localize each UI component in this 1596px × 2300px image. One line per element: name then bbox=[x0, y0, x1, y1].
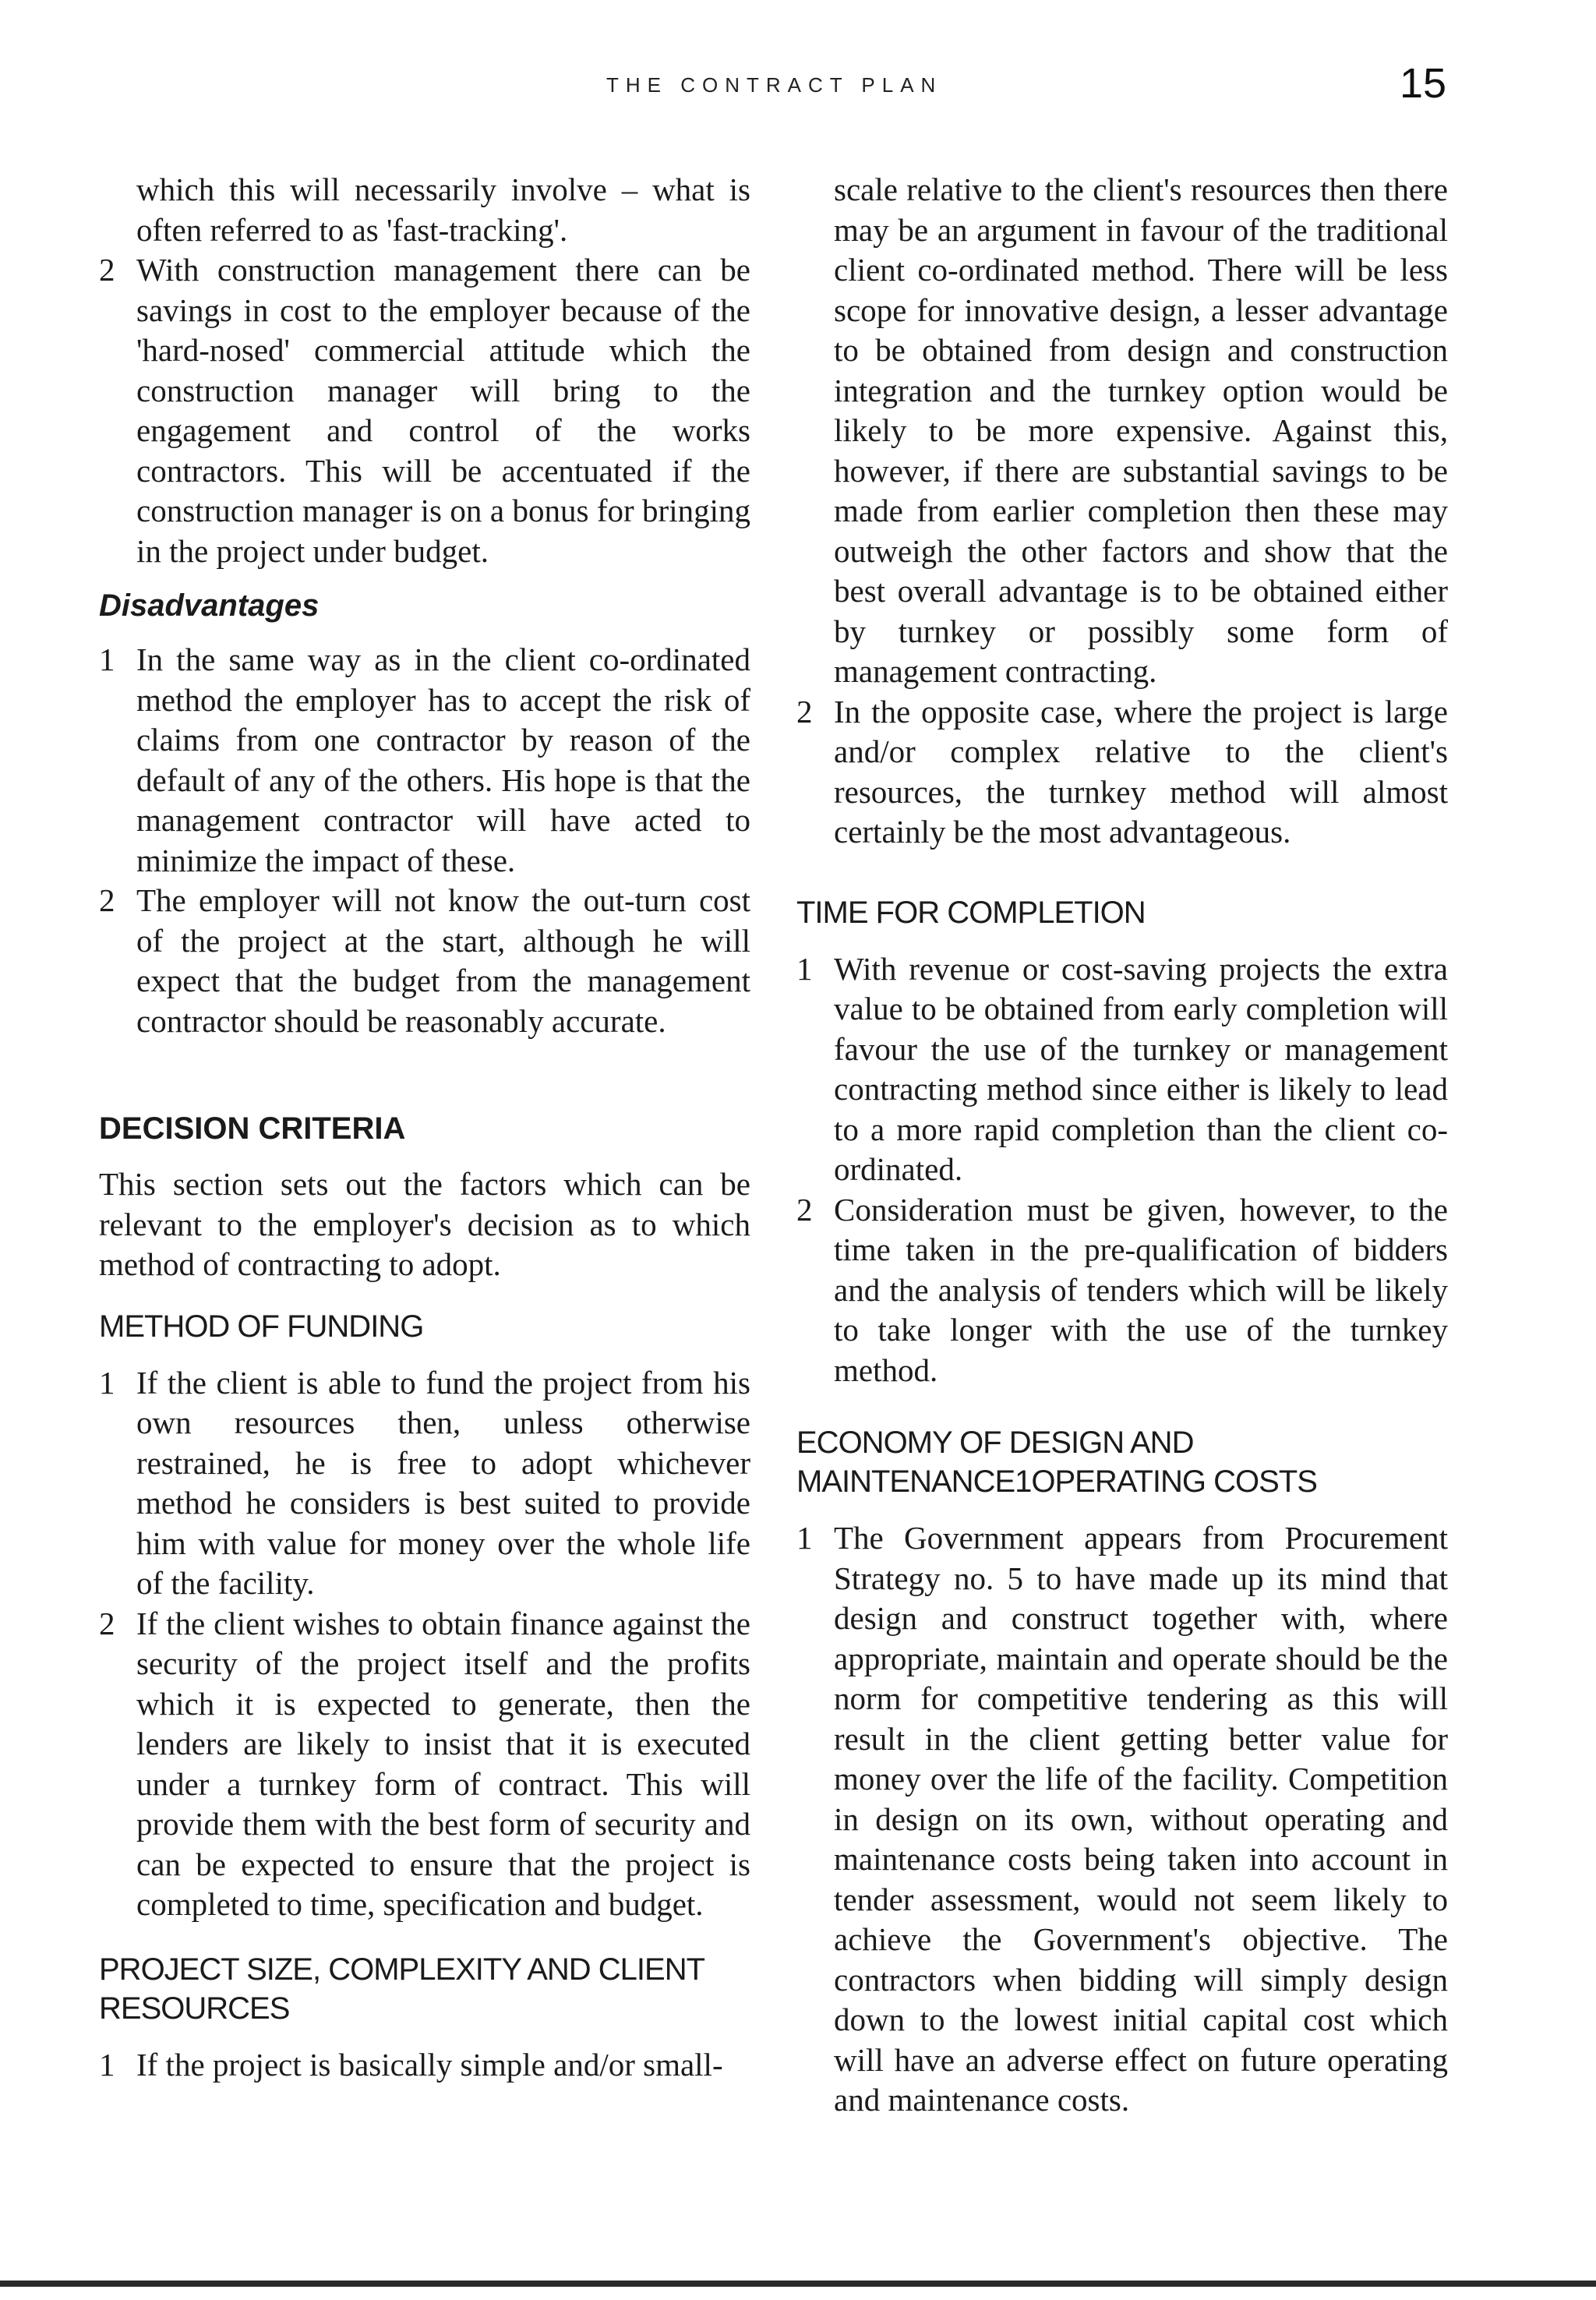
list-item bbox=[99, 1604, 750, 1925]
page-header bbox=[0, 59, 1596, 114]
page-number: 15 bbox=[1400, 60, 1447, 107]
left-column bbox=[99, 170, 750, 2085]
list-text: With revenue or cost-saving projects the extra value to be obtained from early completion will favour the use of the turnkey or management contracting method since either is likely to lead to a more rapid completion than the client co-ordinated. bbox=[834, 950, 1448, 1187]
list-text: With construction management there can be savings in cost to the employer because of the 'hard-nosed' commercial attitude which the construction manager will bring to the engagement and control of the works contractors. This will be accentuated if the construction manager is on a bonus for bringing in the project under budget. bbox=[136, 252, 750, 569]
list-text: If the project is basically simple and/or small- bbox=[136, 2046, 723, 2083]
list-number: 2 bbox=[99, 1605, 115, 1641]
economy-heading-line2: MAINTENANCE1OPERATING COSTS bbox=[796, 1464, 1317, 1499]
decision-intro: This section sets out the factors which can be relevant to the employer's decision as to which method of contracting to adopt. bbox=[99, 1166, 750, 1282]
list-item bbox=[99, 881, 750, 1041]
economy-heading bbox=[796, 1423, 1448, 1501]
list-item bbox=[99, 2045, 750, 2086]
continued-paragraph: which this will necessarily involve – what is often referred to as 'fast-tracking'. bbox=[136, 171, 750, 248]
list-text: Consideration must be given, however, to the time taken in the pre-qualification of bidders and the analysis of tenders which will be likely to take longer with the use of the turnkey method. bbox=[834, 1191, 1448, 1388]
list-item bbox=[99, 1363, 750, 1604]
method-of-funding-heading: METHOD OF FUNDING bbox=[99, 1309, 424, 1344]
list-number: 1 bbox=[99, 2046, 115, 2083]
list-number: 2 bbox=[796, 693, 813, 730]
disadvantages-heading: Disadvantages bbox=[99, 588, 320, 623]
list-text: If the client wishes to obtain finance against the security of the project itself and the profits which it is expected to generate, then the lenders are likely to insist that it is executed under a turnkey form of contract. This will provide them with the best form of security and can be expected to ensure that the project is completed to time, specification and budget. bbox=[136, 1605, 750, 1922]
project-size-heading bbox=[99, 1950, 750, 2028]
list-item bbox=[796, 949, 1448, 1190]
continued-paragraph: scale relative to the client's resources then there may be an argument in favour of the traditional client co-ordinated method. There will be less scope for innovative design, a lesser advantage to be obtained from design and construction integration and the turnkey option would be likely to be more expensive. Against this, however, if there are substantial savings to be made from earlier completion then these may outweigh the other factors and show that the best overall advantage is to be obtained either by turnkey or possibly some form of management contracting. bbox=[834, 171, 1448, 689]
list-text: If the client is able to fund the project from his own resources then, unless otherwise restrained, he is free to adopt whichever method he considers is best suited to provide him with value for money over the whole life of the facility. bbox=[136, 1364, 750, 1601]
project-size-heading-line1: PROJECT SIZE, COMPLEXITY AND CLIENT bbox=[99, 1952, 705, 1987]
list-text: The employer will not know the out-turn cost of the project at the start, although he will expect that the budget from the management contractor should be reasonably accurate. bbox=[136, 882, 750, 1039]
list-number: 2 bbox=[99, 252, 115, 288]
list-item bbox=[99, 250, 750, 571]
list-text: The Government appears from Procurement Strategy no. 5 to have made up its mind that design and construct together with, where appropriate, maintain and operate should be the norm for competitive tendering as this will result in the client getting better value for money over the life of the facility. Competition in design on its own, without operating and maintenance costs being taken into account in tender assessment, would not seem likely to achieve the Government's objective. The contractors when bidding will simply design down to the lowest initial capital cost which will have an adverse effect on future operating and maintenance costs. bbox=[834, 1520, 1448, 2118]
time-for-completion-heading: TIME FOR COMPLETION bbox=[796, 895, 1146, 930]
list-number: 1 bbox=[796, 950, 813, 987]
right-column bbox=[796, 170, 1448, 2121]
list-number: 2 bbox=[99, 882, 115, 918]
list-item bbox=[796, 692, 1448, 853]
list-item bbox=[796, 1190, 1448, 1391]
list-number: 1 bbox=[99, 1364, 115, 1401]
project-size-heading-line2: RESOURCES bbox=[99, 1991, 290, 2026]
list-text: In the same way as in the client co-ordinated method the employer has to accept the risk of claims from one contractor by reason of the default of any of the others. His hope is that the management contractor will have acted to minimize the impact of these. bbox=[136, 641, 750, 878]
decision-criteria-heading: DECISION CRITERIA bbox=[99, 1111, 406, 1146]
list-text: In the opposite case, where the project is large and/or complex relative to the client's resources, the turnkey method will almost certainly be the most advantageous. bbox=[834, 693, 1448, 850]
economy-heading-line1: ECONOMY OF DESIGN AND bbox=[796, 1426, 1194, 1460]
list-item bbox=[796, 1518, 1448, 2121]
running-head: THE CONTRACT PLAN bbox=[606, 73, 943, 97]
list-number: 2 bbox=[796, 1191, 813, 1228]
list-number: 1 bbox=[99, 641, 115, 677]
bottom-rule bbox=[0, 2281, 1596, 2287]
list-item bbox=[99, 640, 750, 881]
list-number: 1 bbox=[796, 1520, 813, 1556]
